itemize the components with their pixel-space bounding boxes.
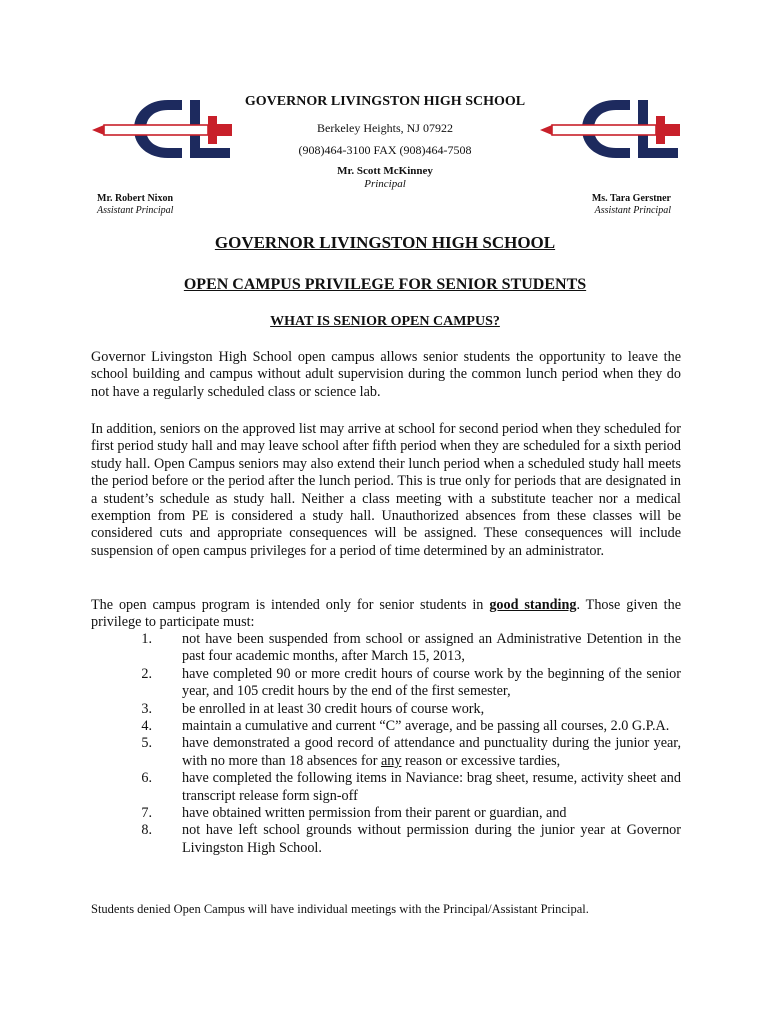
list-item: 5. have demonstrated a good record of attendance and punctuality during the junior year, with no more than 18 absences for any reason or excessive tardies, <box>141 735 681 769</box>
document-subtitle: OPEN CAMPUS PRIVILEGE FOR SENIOR STUDENTS <box>183 276 587 293</box>
list-item: 4. maintain a cumulative and current “C” average, and be passing all courses, 2.0 G.P.A. <box>141 718 670 735</box>
paragraph-intro: Governor Livingston High School open campus allows senior students the opportunity to leave the school building and campus without adult supervision during the common lunch period when they do not have a regularly scheduled class or science lab. <box>91 349 681 400</box>
principal-name: Mr. Scott McKinney <box>337 165 433 177</box>
list-item: 7. have obtained written permission from their parent or guardian, and <box>141 805 567 822</box>
left-assistant-principal-role: Assistant Principal <box>97 205 174 216</box>
right-assistant-principal-name: Ms. Tara Gerstner <box>591 193 671 204</box>
letterhead-school-name: GOVERNOR LIVINGSTON HIGH SCHOOL <box>244 94 526 109</box>
left-assistant-principal-name: Mr. Robert Nixon <box>97 193 174 204</box>
list-item: 2. have completed 90 or more credit hours of course work by the beginning of the senior year, and 105 credit hours by the end of the first semester, <box>141 665 681 700</box>
document-title: GOVERNOR LIVINGSTON HIGH SCHOOL <box>214 233 556 252</box>
paragraph-details: In addition, seniors on the approved list may arrive at school for second period when they scheduled for first period study hall and may leave school after fifth period when they are scheduled for a sixth period study hall. Open Campus seniors may also extend their lunch period when a scheduled study hall meets the period before or the period after the lunch period. This is true only for periods that are designated in a student’s schedule as study hall. Neither a class meeting with a substitute teacher nor a medical exemption from PE is considered a study hall. Unauthorized absences from these classes will be considered cuts and appropriate consequences will be assigned. These consequences will include suspension of open campus privileges for a period of time determined by an administrator. <box>91 421 681 559</box>
list-item: 3. be enrolled in at least 30 credit hours of course work, <box>141 700 485 717</box>
section-heading: WHAT IS SENIOR OPEN CAMPUS? <box>270 314 500 329</box>
list-item: 1. not have been suspended from school or assigned an Administrative Detention in the past four academic months, after March 15, 2013, <box>141 631 681 665</box>
paragraph-requirements-intro: The open campus program is intended only for senior students in good standing. Those given the privilege to participate must: <box>91 597 681 631</box>
letterhead-phone-fax: (908)464-3100 FAX (908)464-7508 <box>298 143 472 157</box>
right-assistant-principal-role: Assistant Principal <box>594 205 671 216</box>
footer-note: Students denied Open Campus will have individual meetings with the Principal/Assistant Principal. <box>91 902 589 916</box>
principal-role: Principal <box>364 178 406 190</box>
good-standing-emphasis: good standing <box>489 597 577 613</box>
requirements-list <box>91 631 681 857</box>
letterhead-address: Berkeley Heights, NJ 07922 <box>317 121 453 135</box>
list-item: 6. have completed the following items in Naviance: brag sheet, resume, activity sheet and transcript release form sign-off <box>141 770 681 804</box>
list-item: 8. not have left school grounds without permission during the junior year at Governor Livingston High School. <box>141 822 681 856</box>
